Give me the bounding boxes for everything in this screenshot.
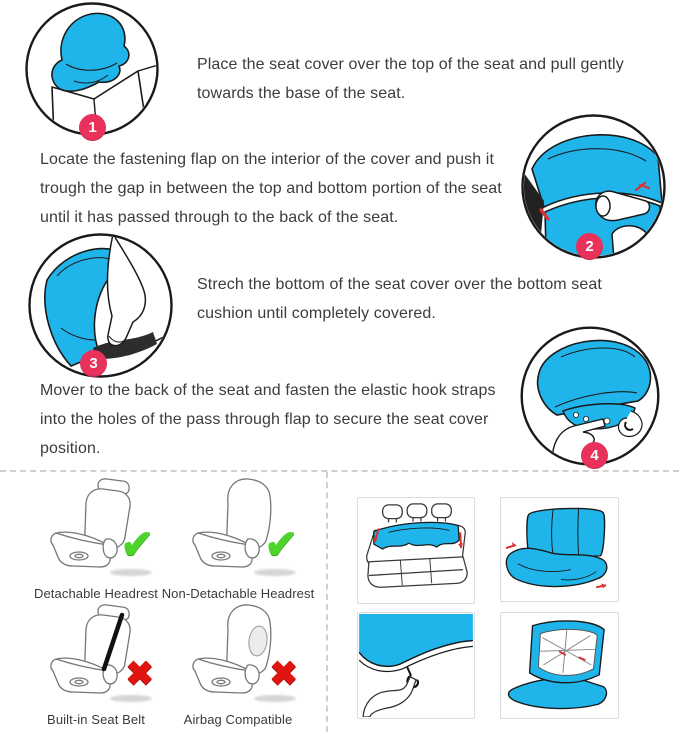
compat-item-detachable-headrest (26, 477, 166, 603)
bench-cover-pull-icon (359, 499, 473, 602)
bench-back-straps-icon (502, 614, 617, 717)
compat-label-non-detachable-headrest: Non-Detachable Headrest (161, 586, 315, 601)
step-3-text: Strech the bottom of the seat cover over the bottom seat cushion until completely covered. (197, 276, 602, 322)
step-1-text: Place the seat cover over the top of the seat and pull gently towards the base of the seat. (197, 56, 624, 102)
step-2-text: Locate the fastening flap on the interior of the cover and push it trough the gap in between the top and bottom portion of the seat until it has passed through to the back of the seat. (40, 151, 502, 226)
bench-panel-cover-over-top (357, 497, 475, 604)
hook-fasten-closeup-icon (359, 614, 473, 717)
mark-shadow (110, 695, 152, 702)
compat-item-built-in-seat-belt (26, 603, 166, 729)
mark-shadow (254, 569, 296, 576)
compat-label-built-in-seat-belt: Built-in Seat Belt (47, 712, 145, 727)
step-4-text: Mover to the back of the seat and fasten the elastic hook straps into the holes of the pass through flap to secure the seat cover position. (40, 382, 496, 457)
bench-panel-hook-fasten (357, 612, 475, 719)
step-1-badge: 1 (79, 114, 106, 141)
compat-item-airbag-compatible (158, 603, 318, 729)
step-4-badge: 4 (581, 442, 608, 469)
vertical-dashed-divider (326, 472, 328, 732)
mark-shadow (110, 569, 152, 576)
bench-panel-back-straps (500, 612, 619, 719)
check-icon: ✔ (120, 523, 154, 567)
step-2-badge: 2 (576, 233, 603, 260)
compat-label-detachable-headrest: Detachable Headrest (33, 586, 159, 601)
cross-icon: ✖ (125, 655, 154, 693)
compat-label-airbag-compatible: Airbag Compatible (183, 712, 293, 727)
compat-item-non-detachable-headrest (158, 477, 318, 603)
check-icon: ✔ (264, 523, 298, 567)
step-3-badge: 3 (80, 350, 107, 377)
cross-icon: ✖ (269, 655, 298, 693)
bench-panel-bottom-stretch (500, 497, 619, 602)
mark-shadow (254, 695, 296, 702)
horizontal-dashed-divider (0, 470, 679, 472)
bench-bottom-stretch-icon (502, 499, 617, 600)
